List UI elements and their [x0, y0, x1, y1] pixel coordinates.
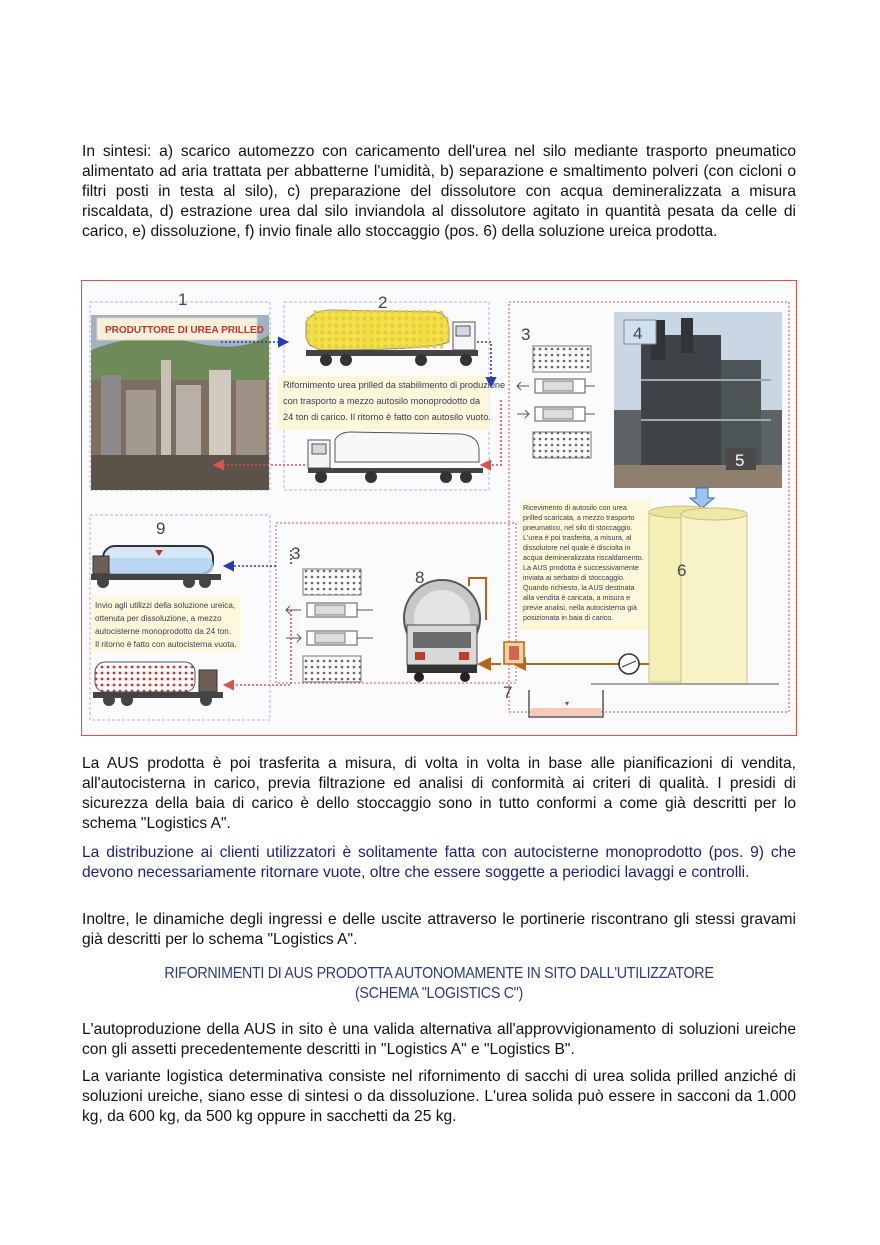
producer-label: PRODUTTORE DI UREA PRILLED — [105, 325, 264, 336]
svg-text:L'urea è poi trasferita, a mis: L'urea è poi trasferita, a misura, al — [523, 533, 632, 542]
logistics-b-diagram — [81, 280, 797, 736]
svg-text:3: 3 — [291, 544, 301, 563]
svg-text:8: 8 — [415, 568, 425, 587]
section-heading — [111, 964, 768, 1004]
svg-text:Il ritorno è fatto con autocis: Il ritorno è fatto con autocisterna vuota. — [95, 640, 237, 649]
svg-text:La AUS prodotta è successivame: La AUS prodotta è successivamente — [523, 563, 639, 572]
svg-text:5: 5 — [735, 451, 745, 470]
svg-text:posizionata in baia di carico.: posizionata in baia di carico. — [523, 613, 614, 622]
svg-text:inviata ai serbatoi di stoccag: inviata ai serbatoi di stoccaggio. — [523, 573, 625, 582]
svg-text:con trasporto a mezzo autosilo: con trasporto a mezzo autosilo monoprodotto da — [283, 396, 481, 406]
svg-text:2: 2 — [378, 293, 388, 312]
self-production-paragraph: L'autoproduzione della AUS in sito è una valida alternativa all'approvvigionamento di soluzioni ureiche con gli assetti precedentemente descritti in "Logistics A" e "Logistics B". — [82, 1021, 796, 1058]
svg-text:pneumatico, nel silo di stocca: pneumatico, nel silo di stoccaggio. — [523, 523, 633, 532]
svg-text:24 ton di carico. Il ritorno è: 24 ton di carico. Il ritorno è fatto con autosilo vuoto. — [283, 412, 491, 422]
svg-text:4: 4 — [633, 324, 643, 343]
svg-text:Invio agli utilizzi della solu: Invio agli utilizzi della soluzione ureica, — [95, 601, 236, 610]
logistic-variant-paragraph: La variante logistica determinativa consiste nel rifornimento di sacchi di urea solida prilled anziché di soluzioni ureiche, siano esse di sintesi o da dissoluzione. L'urea solida può essere in sacconi da 1.000 kg, da 600 kg, da 500 kg oppure in sacchetti da 25 kg. — [82, 1068, 796, 1125]
svg-text:autocisterne monoprodotto da 2: autocisterne monoprodotto da 24 ton. — [95, 627, 232, 636]
svg-text:alla vendita è caricata, a mis: alla vendita è caricata, a misura e — [523, 593, 631, 602]
svg-text:3: 3 — [521, 325, 531, 344]
aus-transfer-paragraph: La AUS prodotta è poi trasferita a misura, di volta in volta in base alle pianificazioni di vendita, all'autocisterna in carico, previa filtrazione ed analisi di conformità ai criteri di qualità. I presidi di sicurezza della baia di carico è dello stoccaggio sono in tutto conformi a come già descritti per lo schema "Logistics A". — [82, 755, 796, 832]
note-delivery — [91, 596, 241, 652]
svg-text:ottenuta per dissoluzione, a m: ottenuta per dissoluzione, a mezzo — [95, 614, 222, 623]
svg-text:Ricevimento di autosilo con ur: Ricevimento di autosilo con urea — [523, 503, 627, 512]
note-plant — [519, 500, 651, 630]
svg-text:acqua demineralizzata riscalda: acqua demineralizzata riscaldamento. — [523, 553, 644, 562]
svg-text:Rifornimento urea prilled da s: Rifornimento urea prilled da stabilimento di produzione — [283, 380, 506, 390]
section-heading-line1: RIFORNIMENTI DI AUS PRODOTTA AUTONOMAMENTE IN SITO DALL'UTILIZZATORE — [164, 965, 714, 982]
svg-text:Quando richiesto, la AUS desti: Quando richiesto, la AUS destinata — [523, 583, 635, 592]
tanker-front-view — [404, 580, 480, 682]
distribution-paragraph: La distribuzione ai clienti utilizzatori è solitamente fatta con autocisterne monoprodotto (pos. 9) che devono necessariamente ritornare vuote, oltre che essere soggette a periodici lavaggi e controlli. — [82, 844, 796, 881]
gates-paragraph: Inoltre, le dinamiche degli ingressi e delle uscite attraverso le portinerie riscontrano gli stessi gravami già descritti per lo schema "Logistics A". — [82, 911, 796, 948]
intro-paragraph: In sintesi: a) scarico automezzo con caricamento dell'urea nel silo mediante trasporto pneumatico alimentato ad aria trattata per abbatterne l'umidità, b) separazione e smaltimento polveri (con cicloni o filtri posti in testa al silo), c) preparazione del dissolutore con acqua demineralizzata a misura riscaldata, d) estrazione urea dal silo inviandola al dissolutore agitato in quantità pesata da celle di carico, e) dissoluzione, f) invio finale allo stoccaggio (pos. 6) della soluzione ureica prodotta. — [82, 143, 796, 240]
svg-text:6: 6 — [677, 561, 687, 580]
svg-text:9: 9 — [156, 519, 166, 538]
svg-text:1: 1 — [178, 290, 188, 309]
svg-text:prilled scaricata, a mezzo tra: prilled scaricata, a mezzo trasporto — [523, 513, 635, 522]
svg-text:7: 7 — [503, 683, 513, 702]
section-heading-line2: (SCHEMA "LOGISTICS C") — [354, 985, 524, 1002]
storage-tanks — [649, 506, 747, 684]
svg-text:dissolutore nel quale è discio: dissolutore nel quale è disciolta in — [523, 543, 631, 552]
note-supply — [278, 375, 505, 430]
filter-unit — [504, 642, 524, 664]
svg-text:previe analisi, nella autocist: previe analisi, nella autocisterna già — [523, 603, 637, 612]
svg-text:▾: ▾ — [565, 699, 570, 708]
